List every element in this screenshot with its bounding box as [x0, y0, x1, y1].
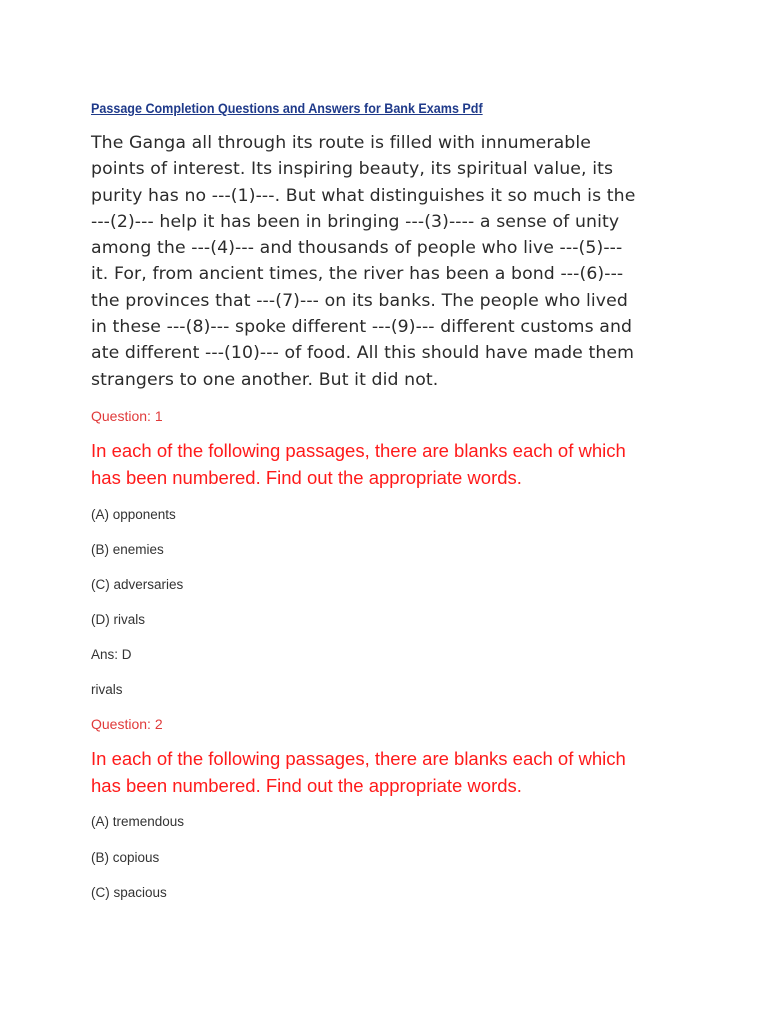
question-2-text — [91, 745, 691, 799]
passage-line: The Ganga all through its route is filled with innumerable — [91, 133, 591, 153]
document-title-link[interactable]: Passage Completion Questions and Answers for Bank Exams Pdf — [91, 101, 483, 116]
question-2-option-b: (B) copious — [91, 850, 160, 865]
passage-line: among the ---(4)--- and thousands of people who live ---(5)--- — [91, 238, 623, 259]
passage-text — [91, 130, 691, 393]
question-text-line: In each of the following passages, there are blanks each of which — [91, 748, 626, 769]
question-2-option-a: (A) tremendous — [91, 814, 185, 829]
question-1-text — [91, 437, 691, 491]
passage-line: ---(2)--- help it has been in bringing ---(3)---- a sense of unity — [91, 211, 620, 232]
passage-line: the provinces that ---(7)--- on its banks. The people who lived — [91, 290, 628, 311]
question-2-option-c: (C) spacious — [91, 885, 167, 900]
passage-line: strangers to one another. But it did not. — [91, 369, 439, 390]
question-text-line: In each of the following passages, there are blanks each of which — [91, 440, 626, 461]
passage-line: it. For, from ancient times, the river has been a bond ---(6)--- — [91, 264, 624, 285]
passage-line: purity has no ---(1)---. But what distinguishes it so much is the — [91, 185, 636, 206]
question-1-option-b: (B) enemies — [91, 542, 164, 557]
passage-line: ate different ---(10)--- of food. All this should have made them — [91, 343, 635, 364]
question-text-line: has been numbered. Find out the appropriate words. — [91, 467, 522, 488]
passage-line: points of interest. Its inspiring beauty, its spiritual value, its — [91, 159, 614, 180]
passage-line: in these ---(8)--- spoke different ---(9)--- different customs and — [91, 317, 633, 338]
question-1-option-d: (D) rivals — [91, 612, 145, 627]
question-1-explanation: rivals — [91, 682, 123, 697]
question-1-answer: Ans: D — [91, 647, 132, 662]
question-2-label: Question: 2 — [91, 716, 163, 732]
question-1-option-a: (A) opponents — [91, 507, 176, 522]
question-text-line: has been numbered. Find out the appropriate words. — [91, 775, 522, 796]
question-1-option-c: (C) adversaries — [91, 577, 184, 592]
question-1-label: Question: 1 — [91, 408, 163, 424]
